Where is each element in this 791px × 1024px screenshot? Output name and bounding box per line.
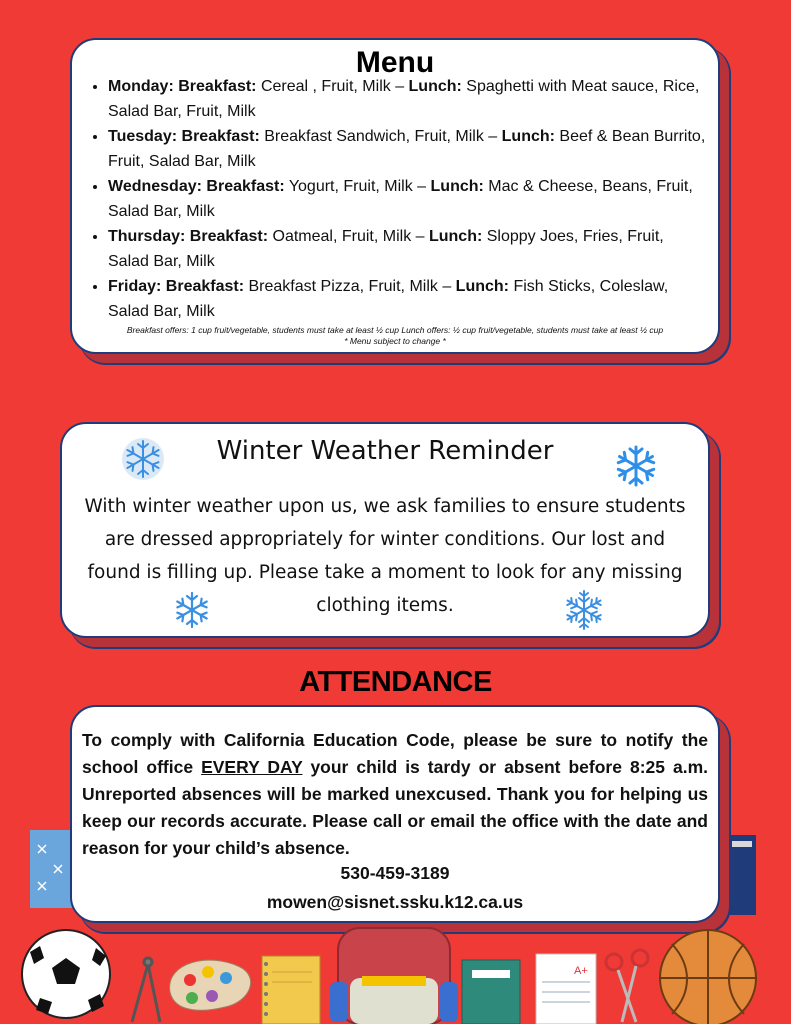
menu-list xyxy=(88,74,708,324)
notebook-icon xyxy=(262,956,320,1024)
attendance-phone: 530-459-3189 xyxy=(340,863,450,883)
compass-icon xyxy=(132,958,160,1022)
menu-footnote-offers: Breakfast offers: 1 cup fruit/vegetable, students must take at least ½ cup Lunch offers: ½ cup fruit/vegetable, students must take at least ½ cup xyxy=(126,325,664,335)
attendance-heading: ATTENDANCE xyxy=(299,666,492,698)
menu-item-friday: • Friday: Breakfast: Breakfast Pizza, Fruit, Milk – Lunch: Fish Sticks, Coleslaw, Salad Bar, Milk xyxy=(108,274,708,324)
every-day-emphasis: EVERY DAY xyxy=(201,757,303,777)
attendance-body: To comply with California Education Code, please be sure to notify the school office EVERY DAY your child is tardy or absent before 8:25 a.m. Unreported absences will be marked unexcused. Thank you for helping us keep our records accurate. Please call or email the office with the date and reason for your child’s absence. xyxy=(82,730,708,858)
winter-body: With winter weather upon us, we ask families to ensure students are dressed appropriately for winter conditions. Our lost and found is filling up. Please take a moment to look for any missing clothing items. xyxy=(84,496,686,616)
basketball-icon xyxy=(660,930,756,1024)
menu-footnote-change: * Menu subject to change * xyxy=(344,336,446,346)
book-icon xyxy=(462,960,520,1024)
gift-bag-icon xyxy=(28,820,74,910)
menu-title: Menu xyxy=(355,46,435,79)
menu-card xyxy=(70,38,720,354)
menu-footnote xyxy=(72,325,718,347)
attendance-card xyxy=(70,705,720,923)
menu-item-tuesday: • Tuesday: Breakfast: Breakfast Sandwich, Fruit, Milk – Lunch: Beef & Bean Burrito, Fruit, Salad Bar, Milk xyxy=(108,124,708,174)
backpack-icon xyxy=(330,928,458,1024)
menu-item-thursday: • Thursday: Breakfast: Oatmeal, Fruit, Milk – Lunch: Sloppy Joes, Fries, Fruit, Salad Bar, Milk xyxy=(108,224,708,274)
graded-paper-icon xyxy=(536,954,596,1024)
winter-reminder-card xyxy=(60,422,710,638)
paint-palette-icon xyxy=(170,960,251,1010)
winter-title: Winter Weather Reminder xyxy=(216,436,554,466)
scissors-icon xyxy=(606,950,648,1022)
school-supplies-illustration xyxy=(0,922,791,1024)
graded-paper-mark: A+ xyxy=(574,965,588,977)
book-icon xyxy=(726,835,758,915)
soccer-ball-icon xyxy=(22,930,110,1018)
menu-item-monday: • Monday: Breakfast: Cereal , Fruit, Milk – Lunch: Spaghetti with Meat sauce, Rice, Salad Bar, Fruit, Milk xyxy=(108,74,708,124)
menu-item-wednesday: • Wednesday: Breakfast: Yogurt, Fruit, Milk – Lunch: Mac & Cheese, Beans, Fruit, Salad Bar, Milk xyxy=(108,174,708,224)
attendance-email: mowen@sisnet.ssku.k12.ca.us xyxy=(266,892,524,912)
